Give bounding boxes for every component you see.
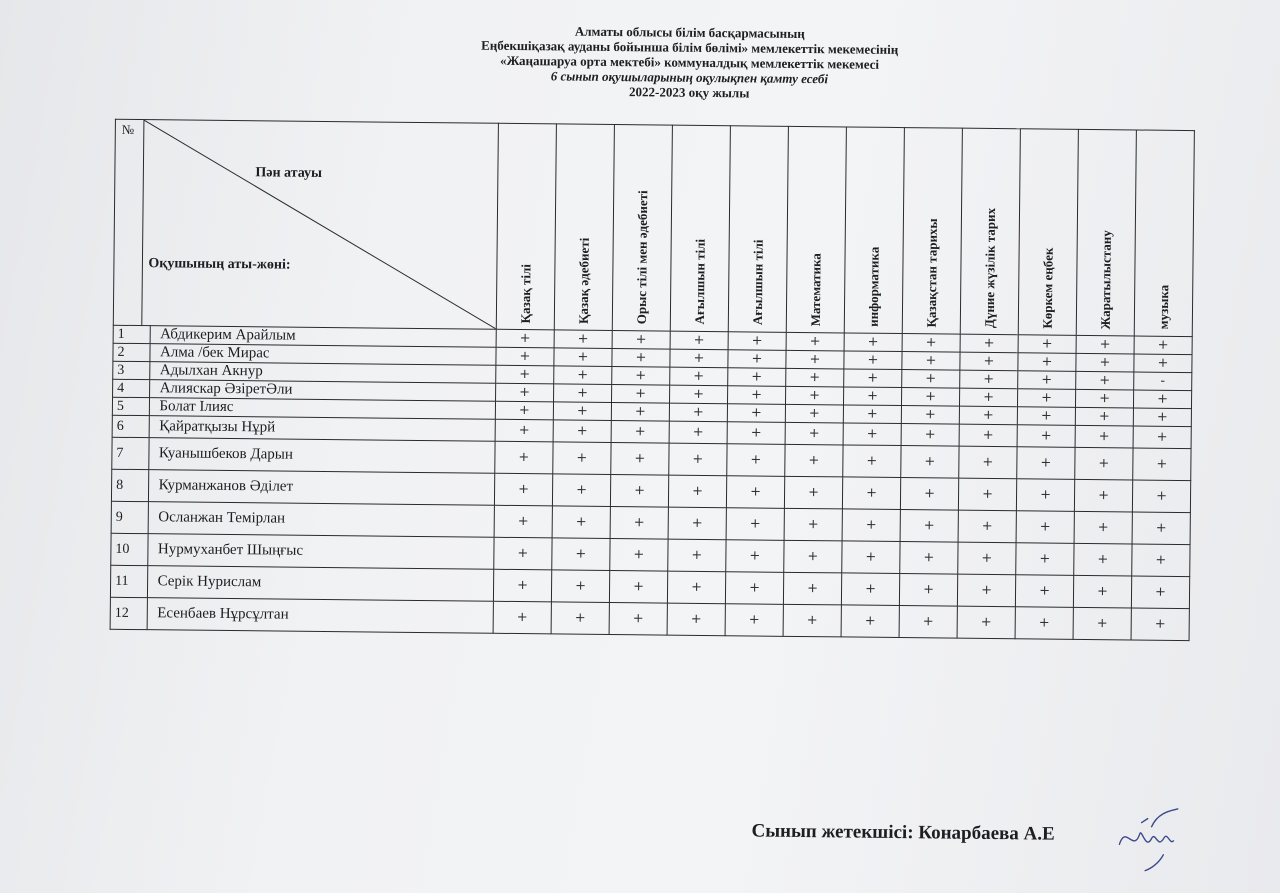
textbook-mark: + [609, 570, 667, 603]
textbook-mark: + [1134, 336, 1192, 355]
textbook-mark: + [1016, 543, 1074, 576]
table-corner-header [113, 119, 498, 329]
textbook-mark: + [669, 443, 727, 476]
handwritten-signature [1111, 804, 1192, 875]
textbook-mark: + [843, 405, 901, 424]
textbook-mark: + [496, 383, 554, 402]
textbook-mark: + [901, 388, 959, 407]
subject-label: Қазақ әдебиеті [575, 237, 592, 324]
textbook-mark: + [957, 606, 1015, 639]
subject-column-header [496, 123, 556, 330]
textbook-mark: + [1074, 511, 1132, 544]
textbook-mark: + [901, 424, 959, 447]
student-name: Алияскар ӘзіретӘли [149, 380, 496, 402]
textbook-mark: + [726, 508, 784, 541]
textbook-mark: + [611, 421, 669, 444]
textbook-mark: + [842, 541, 900, 574]
document-header [39, 18, 1280, 107]
row-number: 6 [112, 415, 149, 437]
subject-label: Қазақстан тарихы [923, 218, 940, 328]
textbook-mark: + [554, 366, 612, 385]
textbook-mark: + [611, 443, 669, 476]
textbook-mark: + [727, 386, 785, 405]
subject-column-header [902, 128, 962, 335]
textbook-mark: + [958, 478, 1016, 511]
textbook-mark: + [1076, 371, 1134, 390]
textbook-mark: + [1073, 607, 1131, 640]
textbook-mark: + [610, 475, 668, 508]
textbook-mark: + [786, 368, 844, 387]
textbook-mark: + [843, 387, 901, 406]
textbook-mark: + [841, 573, 899, 606]
textbook-mark: + [728, 368, 786, 387]
textbook-mark: + [668, 507, 726, 540]
textbook-mark: + [1131, 608, 1189, 641]
textbook-mark: + [727, 404, 785, 423]
textbook-mark: + [496, 329, 554, 348]
textbook-mark: + [1017, 389, 1075, 408]
textbook-mark: + [1018, 353, 1076, 372]
textbook-mark: + [610, 507, 668, 540]
textbook-mark: + [1133, 408, 1191, 427]
row-number: 4 [113, 379, 150, 397]
textbook-mark: + [960, 352, 1018, 371]
textbook-mark: + [1015, 607, 1073, 640]
textbook-mark: + [901, 406, 959, 425]
textbook-mark: + [494, 537, 552, 570]
textbook-mark: + [958, 542, 1016, 575]
subject-column-header [786, 126, 846, 333]
textbook-mark: + [727, 444, 785, 477]
textbook-mark: + [553, 442, 611, 475]
header-line-3: «Жаңашаруа орта мектебі» коммуналдық мемлекеттік мекемесі [499, 52, 880, 72]
textbook-mark: + [725, 604, 783, 637]
student-name-header: Оқушының аты-жөні: [148, 256, 291, 273]
subject-label: Орыс тілі мен әдебиеті [633, 190, 650, 325]
textbook-mark: + [493, 569, 551, 602]
student-name: Серік Нурислам [147, 566, 494, 602]
textbook-mark: + [900, 510, 958, 543]
textbook-mark: + [667, 603, 725, 636]
document-page [31, 18, 1280, 891]
textbook-mark: + [495, 401, 553, 420]
textbook-mark: + [786, 332, 844, 351]
header-line-4: 6 сынып оқушыларының оқулықпен қамту есебі [550, 68, 829, 87]
student-name: Қайратқызы Нұрй [149, 416, 496, 442]
subject-label: информатика [865, 246, 882, 327]
textbook-mark: + [726, 476, 784, 509]
textbook-mark: + [1075, 389, 1133, 408]
textbook-mark: + [554, 384, 612, 403]
textbook-mark: + [843, 445, 901, 478]
textbook-mark: + [670, 367, 728, 386]
student-name: Есенбаев Нұрсұлтан [147, 598, 494, 634]
textbook-mark: + [1075, 447, 1133, 480]
textbook-mark: + [784, 508, 842, 541]
subject-label: Ағылшын тілі [691, 239, 708, 325]
textbook-mark: + [1074, 543, 1132, 576]
textbook-mark: + [670, 331, 728, 350]
class-teacher-signature-line: Сынып жетекшісі: Конарбаева А.Е [751, 820, 1055, 845]
subject-column-header [728, 126, 788, 333]
textbook-mark: - [1134, 372, 1192, 391]
textbook-mark: + [554, 330, 612, 349]
textbook-mark: + [1075, 425, 1133, 448]
student-name: Курманжанов Әділет [148, 470, 495, 506]
textbook-mark: + [959, 424, 1017, 447]
textbook-mark: + [1133, 426, 1191, 449]
textbook-mark: + [842, 509, 900, 542]
textbook-mark: + [958, 510, 1016, 543]
textbook-mark: + [901, 446, 959, 479]
textbook-mark: + [785, 404, 843, 423]
textbook-mark: + [1018, 335, 1076, 354]
row-number: 12 [110, 597, 147, 629]
diagonal-line [114, 120, 498, 329]
textbook-mark: + [785, 386, 843, 405]
textbook-mark: + [1017, 447, 1075, 480]
textbook-mark: + [669, 421, 727, 444]
subject-column-header [1018, 129, 1078, 336]
textbook-mark: + [960, 334, 1018, 353]
textbook-mark: + [959, 406, 1017, 425]
textbook-mark: + [553, 420, 611, 443]
textbook-mark: + [552, 538, 610, 571]
row-number: 2 [113, 343, 150, 361]
textbook-mark: + [1076, 353, 1134, 372]
textbook-table [110, 119, 1195, 641]
subject-label: Жаратылыстану [1097, 229, 1114, 330]
textbook-mark: + [784, 540, 842, 573]
header-line-5: 2022-2023 оқу жылы [629, 84, 750, 101]
textbook-mark: + [902, 334, 960, 353]
textbook-mark: + [1016, 511, 1074, 544]
textbook-mark: + [1015, 575, 1073, 608]
textbook-mark: + [609, 602, 667, 635]
row-number: 7 [112, 437, 149, 469]
textbook-mark: + [842, 477, 900, 510]
textbook-mark: + [1132, 480, 1190, 513]
textbook-mark: + [900, 478, 958, 511]
student-name: Болат Ілияс [149, 398, 496, 420]
textbook-mark: + [612, 349, 670, 368]
textbook-mark: + [727, 422, 785, 445]
textbook-mark: + [844, 369, 902, 388]
textbook-mark: + [957, 574, 1015, 607]
row-number: 3 [113, 361, 150, 379]
textbook-mark: + [1134, 354, 1192, 373]
textbook-mark: + [1132, 512, 1190, 545]
student-name: Алма /бек Мирас [149, 344, 496, 366]
subject-label: Ағылшын тілі [749, 239, 766, 326]
textbook-mark: + [899, 574, 957, 607]
textbook-mark: + [1132, 544, 1190, 577]
textbook-mark: + [496, 365, 554, 384]
subject-column-header [554, 124, 614, 331]
textbook-mark: + [783, 604, 841, 637]
textbook-mark: + [1133, 448, 1191, 481]
student-name: Нурмуханбет Шыңғыс [147, 534, 494, 570]
textbook-mark: + [783, 572, 841, 605]
textbook-mark: + [959, 388, 1017, 407]
textbook-mark: + [1073, 575, 1131, 608]
row-number: 1 [113, 325, 150, 343]
textbook-mark: + [552, 506, 610, 539]
textbook-mark: + [902, 352, 960, 371]
textbook-mark: + [1018, 371, 1076, 390]
textbook-mark: + [553, 402, 611, 421]
textbook-mark: + [900, 542, 958, 575]
textbook-mark: + [496, 347, 554, 366]
student-name: Куанышбеков Дарын [148, 438, 495, 474]
header-line-2: Еңбекшіқазақ ауданы бойынша білім бөлімі» мемлекеттік мекемесінің [481, 37, 899, 57]
textbook-mark: + [844, 333, 902, 352]
textbook-mark: + [899, 606, 957, 639]
textbook-mark: + [668, 539, 726, 572]
textbook-mark: + [1075, 407, 1133, 426]
textbook-mark: + [1017, 425, 1075, 448]
textbook-mark: + [1074, 479, 1132, 512]
textbook-mark: + [841, 605, 899, 638]
textbook-mark: + [493, 601, 551, 634]
textbook-mark: + [843, 423, 901, 446]
textbook-mark: + [494, 473, 552, 506]
textbook-mark: + [1016, 479, 1074, 512]
row-number: 10 [111, 533, 148, 565]
subject-column-header [670, 125, 730, 332]
subject-header: Пән атауы [255, 165, 323, 181]
student-name: Осланжан Темірлан [148, 502, 495, 538]
textbook-mark: + [785, 422, 843, 445]
textbook-mark: + [670, 349, 728, 368]
number-header: № [121, 121, 135, 137]
textbook-mark: + [612, 331, 670, 350]
textbook-mark: + [786, 350, 844, 369]
textbook-mark: + [726, 540, 784, 573]
textbook-mark: + [495, 441, 553, 474]
student-name: Адылхан Акнур [149, 362, 496, 384]
row-number: 11 [110, 565, 147, 597]
subject-column-header [1134, 130, 1194, 337]
textbook-mark: + [551, 570, 609, 603]
row-number: 9 [111, 501, 148, 533]
subject-label: Қазақ тілі [517, 263, 533, 324]
textbook-mark: + [667, 571, 725, 604]
row-number: 8 [111, 469, 148, 501]
textbook-mark: + [728, 332, 786, 351]
textbook-mark: + [725, 572, 783, 605]
textbook-mark: + [611, 403, 669, 422]
textbook-mark: + [494, 505, 552, 538]
subject-column-header [960, 128, 1020, 335]
textbook-mark: + [668, 475, 726, 508]
textbook-mark: + [669, 403, 727, 422]
textbook-mark: + [959, 446, 1017, 479]
subject-label: музыка [1155, 285, 1171, 330]
textbook-mark: + [1017, 407, 1075, 426]
subject-label: Көркем еңбек [1039, 247, 1056, 329]
textbook-mark: + [785, 444, 843, 477]
textbook-mark: + [670, 385, 728, 404]
textbook-mark: + [1133, 390, 1191, 409]
textbook-mark: + [551, 602, 609, 635]
textbook-mark: + [784, 476, 842, 509]
textbook-mark: + [552, 474, 610, 507]
subject-label: Дүние жүзілік тарих [981, 207, 998, 329]
textbook-mark: + [844, 351, 902, 370]
textbook-mark: + [610, 538, 668, 571]
textbook-mark: + [612, 385, 670, 404]
subject-column-header [1076, 129, 1136, 336]
row-number: 5 [112, 397, 149, 415]
textbook-mark: + [902, 370, 960, 389]
subject-column-header [844, 127, 904, 334]
textbook-mark: + [495, 419, 553, 442]
subject-label: Математика [807, 252, 824, 327]
header-line-1: Алматы облысы білім басқармасының [574, 23, 805, 42]
textbook-mark: + [554, 348, 612, 367]
textbook-mark: + [612, 367, 670, 386]
textbook-mark: + [960, 370, 1018, 389]
textbook-mark: + [1076, 335, 1134, 354]
textbook-mark: + [1131, 576, 1189, 609]
subject-column-header [612, 125, 672, 332]
textbook-mark: + [728, 350, 786, 369]
student-name: Абдикерим Арайлым [150, 326, 497, 348]
